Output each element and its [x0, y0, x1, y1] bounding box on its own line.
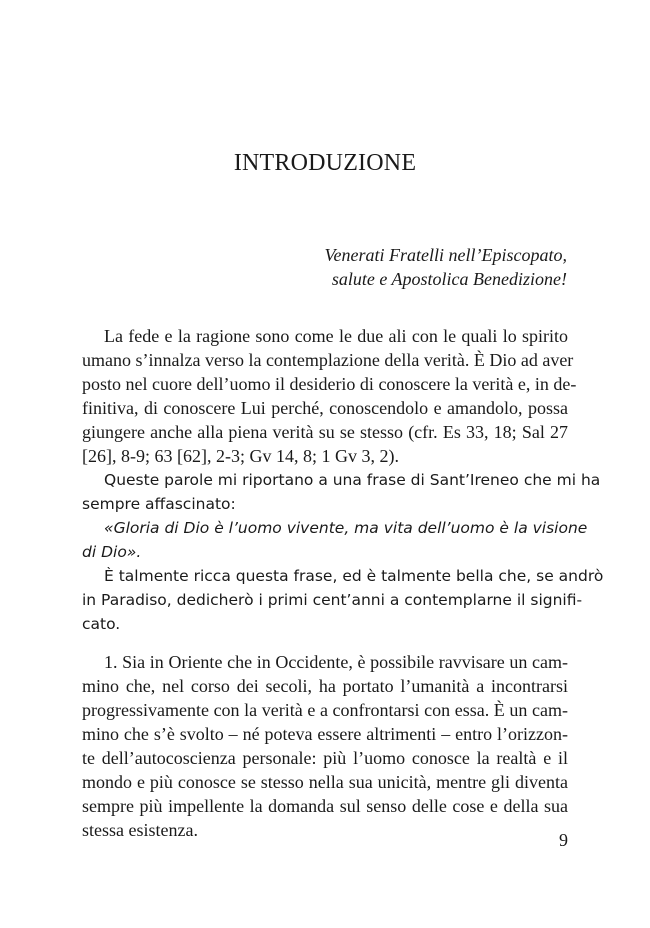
text-line: progressivamente con la verità e a confrontarsi con essa. È un cam- — [82, 700, 568, 720]
text-line: finitiva, di conoscere Lui perché, conoscendolo e amandolo, possa — [82, 398, 568, 418]
salutation-line: Venerati Fratelli nell’Episcopato, — [324, 245, 567, 265]
text-line: mino che, nel corso dei secoli, ha portato l’umanità a incontrarsi — [82, 676, 568, 696]
salutation — [325, 243, 567, 291]
text-line: La fede e la ragione sono come le due ali con le quali lo spirito — [104, 326, 568, 346]
page-number: 9 — [559, 830, 568, 850]
text-line: giungere anche alla piena verità su se stesso (cfr. Es 33, 18; Sal 27 — [82, 422, 568, 442]
text-line: [26], 8-9; 63 [62], 2-3; Gv 14, 8; 1 Gv 3, 2). — [82, 446, 399, 466]
paragraph-section-1 — [82, 650, 568, 842]
text-line: cato. — [82, 615, 121, 633]
paragraph-irenaeus-quote — [82, 468, 604, 636]
quote-line: «Gloria di Dio è l’uomo vivente, ma vita dell’uomo è la visione — [104, 519, 588, 537]
text-line: sempre più impellente la domanda sul senso delle cose e della sua — [82, 796, 568, 816]
text-line: 1. Sia in Oriente che in Occidente, è possibile ravvisare un cam- — [104, 652, 568, 672]
salutation-line: salute e Apostolica Benedizione! — [331, 269, 567, 289]
text-line: stessa esistenza. — [82, 820, 198, 840]
text-line: umano s’innalza verso la contemplazione della verità. È Dio ad aver — [82, 350, 574, 370]
text-line: in Paradiso, dedicherò i primi cent’anni a contemplarne il signifi- — [82, 591, 583, 609]
text-line: posto nel cuore dell’uomo il desiderio di conoscere la verità e, in de- — [82, 374, 577, 394]
paragraph-faith-reason — [82, 324, 577, 468]
text-line: Queste parole mi riportano a una frase di Sant’Ireneo che mi ha — [104, 471, 601, 489]
text-line: È talmente ricca questa frase, ed è talmente bella che, se andrò — [104, 567, 604, 585]
page-title: INTRODUZIONE — [233, 150, 417, 176]
text-line: te dell’autocoscienza personale: più l’uomo conosce la realtà e il — [82, 748, 568, 768]
text-line: sempre affascinato: — [82, 495, 236, 513]
quote-line: di Dio». — [82, 543, 142, 561]
text-line: mondo e più conosce se stesso nella sua unicità, mentre gli diventa — [82, 772, 568, 792]
text-line: mino che s’è svolto – né poteva essere altrimenti – entro l’orizzon- — [82, 724, 568, 744]
